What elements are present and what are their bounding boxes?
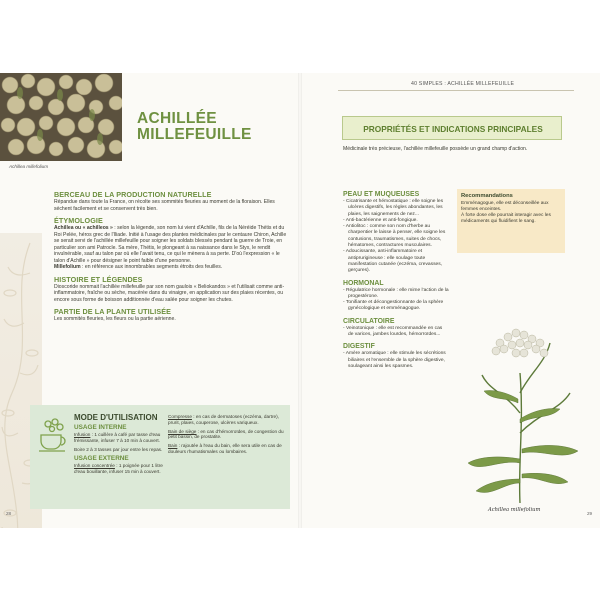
recommandation-2: À forte dose elle pourrait interagir avec les médicaments qui fluidifient le sang. xyxy=(461,213,551,224)
circulatoire-heading: CIRCULATOIRE xyxy=(343,317,395,325)
digestif-heading: DIGESTIF xyxy=(343,343,375,351)
bain-siege-text xyxy=(168,429,286,441)
photo-caption: Achillea millefolium xyxy=(9,164,49,169)
infusion-concentree-text: : 1 poignée pour 1 litre d'eau bouillante, infuser 15 min à couvert. xyxy=(74,463,163,475)
bain-text xyxy=(168,443,286,455)
section-heading-etymologie: ÉTYMOLOGIE xyxy=(54,216,103,225)
tea-cup-icon xyxy=(38,417,68,453)
recommandations-box xyxy=(457,189,565,253)
section-text-etymologie xyxy=(54,225,290,271)
recommandations-title: Recommandations xyxy=(461,193,513,199)
bain-siege-label: Bain de siège xyxy=(168,428,197,434)
usage-interne-text xyxy=(74,432,164,444)
recommandation-1: Emménagogue, elle est déconseillée aux femmes enceintes. xyxy=(461,201,549,212)
title-line-1: ACHILLÉE xyxy=(137,110,217,127)
left-text-column xyxy=(54,190,290,327)
peau-item: - Cicatrisante et hémostatique : elle soigne les ulcères digestifs, les règles abondantes, les plaies, les saignements de nez... xyxy=(343,199,444,217)
etymology-term-millefolium: Millefolium xyxy=(54,264,81,270)
running-header: 40 SIMPLES : ACHILLÉE MILLEFEUILLE xyxy=(411,81,515,87)
section-text-partie: Les sommités fleuries, les fleurs ou la partie aérienne. xyxy=(54,316,176,322)
section-heading-partie: PARTIE DE LA PLANTE UTILISÉE xyxy=(54,307,172,316)
usage-interne-dosage: Boire 2 à 3 tasses par jour entre les repas. xyxy=(74,446,163,452)
mode-title: MODE D'UTILISATION xyxy=(74,413,158,422)
right-page xyxy=(300,73,600,528)
usage-externe-heading: USAGE EXTERNE xyxy=(74,455,129,463)
properties-intro: Médicinale très précieuse, l'achillée millefeuille possède un grand champ d'action. xyxy=(343,146,528,152)
hormonal-item: - Tonifiante et décongestionnante de la sphère gynécologique et emménagogue. xyxy=(343,300,444,312)
infusion-label: Infusion xyxy=(74,432,91,437)
compresse-desc: : en cas de dermatoses (eczéma, dartre), prurit, plaies, couperose, ulcères variqueux. xyxy=(168,414,279,425)
peau-heading: PEAU ET MUQUEUSES xyxy=(343,191,420,198)
title-line-2: MILLEFEUILLE xyxy=(137,126,252,143)
peau-item: - Antiolitoc : comme son nom d'herbe au charpentier le laisse à penser, elle soigne les contusions, traumatismes, suites de chocs, hématomes, contractures musculaires. xyxy=(343,224,446,249)
section-text-histoire: Dioscoride nommait l'achillée millefeuille par son nom gaulois « Beliokandos » et l'utilisait comme anti-inflammatoire, fraîche ou sèche, macérée dans du vinaigre, en application sur des plaies récentes, ou encore sous forme de boisson additionnée d'eau salée pour soigner les chutes. xyxy=(54,283,285,303)
properties-title: PROPRIÉTÉS ET INDICATIONS PRINCIPALES xyxy=(363,124,543,134)
etymology-term-achillea: Achillea ou « achilleos » xyxy=(54,225,113,231)
yarrow-illustration-icon xyxy=(450,313,600,513)
header-rule xyxy=(338,90,574,91)
bain-label: Bain xyxy=(168,443,178,449)
mode-utilisation-box xyxy=(30,405,290,509)
hormonal-heading: HORMONAL xyxy=(343,279,384,287)
infusion-concentree-label: Infusion concentrée xyxy=(74,463,115,469)
usage-externe-text xyxy=(74,463,164,475)
infusion-text: : 1 cuillère à café par tasse d'eau frémissante, infuser 7 à 10 min à couvert. xyxy=(74,432,161,443)
page-title xyxy=(137,111,252,143)
etymology-text-2: : en référence aux innombrables segments étroits des feuilles. xyxy=(80,264,223,270)
achillea-photo xyxy=(0,73,122,161)
section-heading-histoire: HISTOIRE ET LÉGENDES xyxy=(54,274,143,284)
hormonal-item: - Régulatrice hormonale : elle mime l'action de la progestérone. xyxy=(343,287,449,299)
page-number-left: 28 xyxy=(6,511,12,516)
etymology-text-1: : selon la légende, son nom lui vient d'Achille, fils de la Néréide Thétis et du Roi Pelée, héros grec de l'Iliade. Initié à l'usage des plantes médicinales par le centaure Chiron, Achille se serait servi de l'achillée millefeuille pour soigner les soldats blessés pendant la guerre de Troie, en particulier son ami Patrocle. Sa mère, Thétis, le plongeant à sa naissance dans le Styx, le rendit invulnérable, sauf au talon par où elle l'avait tenu, ce qui le mènera à sa perte. D'où l'expression « le talon d'Achille » pour désigner le point faible d'une personne. xyxy=(54,225,287,264)
compresse-label: Compresse xyxy=(168,414,192,419)
plant-caption: Achillea millefolium xyxy=(488,507,541,513)
properties-column xyxy=(343,191,449,370)
properties-title-box xyxy=(342,116,562,140)
dried-flowers-image xyxy=(0,73,122,161)
mode-column-1 xyxy=(74,424,164,478)
peau-item: - Anti-bactérienne et anti-fongique. xyxy=(343,217,418,223)
bain-desc: : rajoutée à l'eau du bain, elle sera utile en cas de douleurs rhumatismales ou lombaires. xyxy=(168,443,282,454)
compresse-text xyxy=(168,414,286,426)
recommandations-text xyxy=(461,201,561,225)
section-heading-berceau: BERCEAU DE LA PRODUCTION NATURELLE xyxy=(54,190,212,199)
usage-interne-heading: USAGE INTERNE xyxy=(74,424,127,431)
circulatoire-item: - Veinotonique : elle est recommandée en cas de varices, jambes lourdes, hémorroïdes... xyxy=(343,325,443,338)
section-text-berceau: Répandue dans toute la France, on récolte ses sommités fleuries au moment de la floraison. Elles séchent facilement et se conservent très bien. xyxy=(54,199,275,212)
digestif-item: - Amère aromatique : elle stimule les sécrétions biliaires et l'ensemble de la sphère digestive, soulageant ainsi les spasmes. xyxy=(343,351,446,369)
peau-item: - Adoucissante, anti-inflammatoire et antiprurigineuse : elle soulage toute manifestation cutanée (eczéma, crevasses, gerçures). xyxy=(343,249,443,274)
mode-column-2 xyxy=(168,414,286,458)
page-number-right: 29 xyxy=(587,511,593,516)
left-page xyxy=(0,73,300,528)
bain-siege-desc: : en cas d'hémorroïdes, de congestion du petit bassin, de prostatite. xyxy=(168,428,284,440)
